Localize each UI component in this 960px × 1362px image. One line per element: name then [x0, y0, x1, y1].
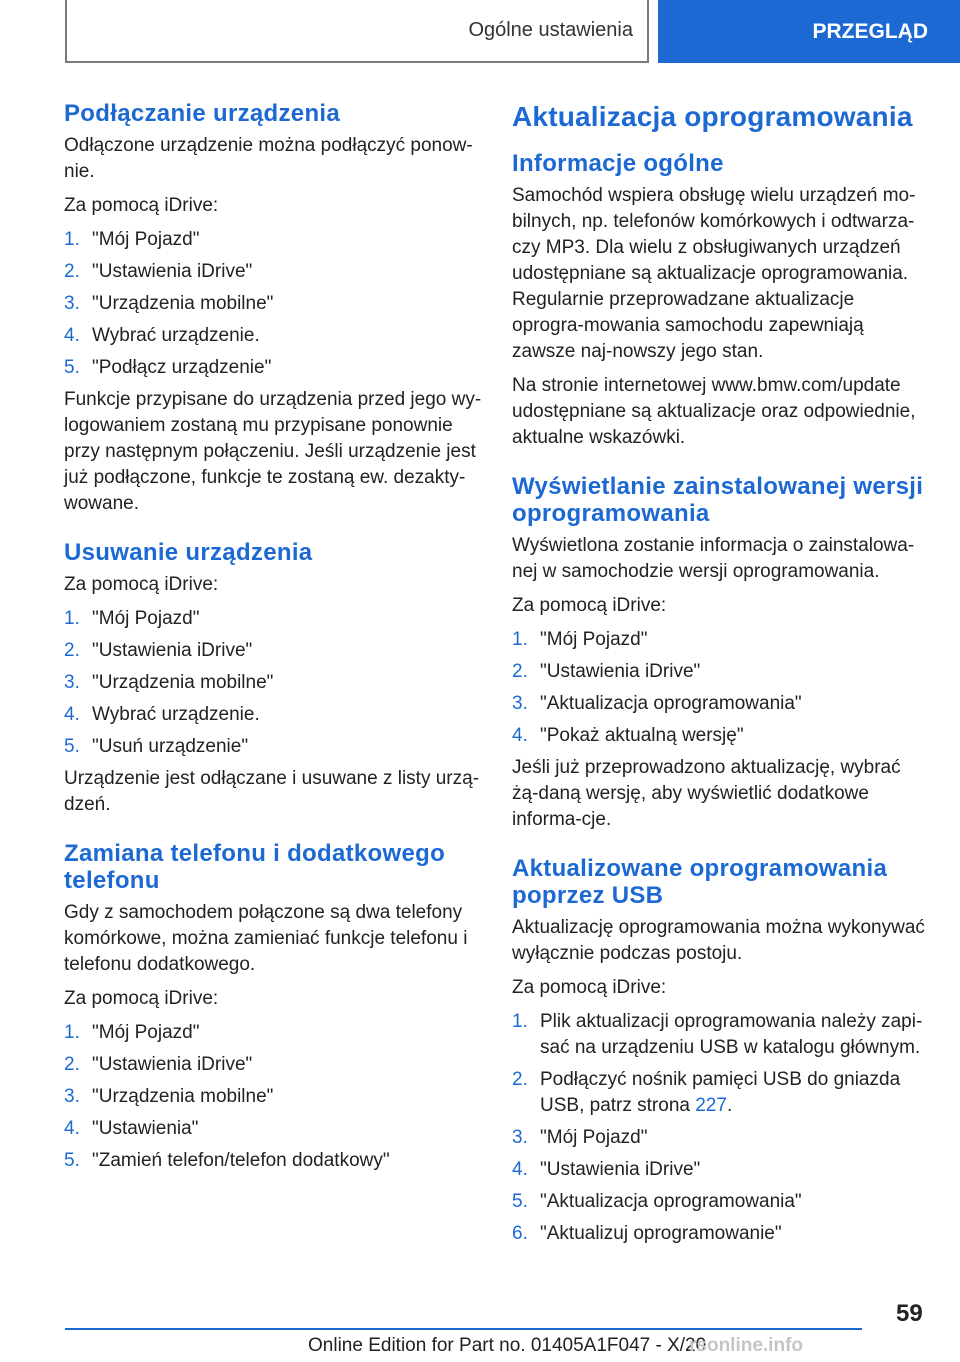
- step-number: 1.: [64, 229, 80, 250]
- list-item: [64, 291, 484, 317]
- step-number: 4.: [64, 704, 80, 725]
- section-title: Usuwanie urządzenia: [64, 539, 313, 566]
- list-item: [64, 702, 484, 728]
- paragraph: Wyświetlona zostanie informacja o zainstalowa-nej w samochodzie wersji oprogramowania.: [512, 535, 915, 582]
- step-text-end: .: [726, 1095, 733, 1116]
- list-item: [512, 627, 928, 653]
- step-number: 3.: [512, 693, 528, 714]
- list-item: [512, 723, 928, 749]
- steps-list: [512, 1009, 928, 1247]
- paragraph: Za pomocą iDrive:: [512, 977, 667, 998]
- step-number: 2.: [64, 640, 80, 661]
- step-number: 1.: [512, 1011, 528, 1032]
- step-text: "Aktualizacja oprogramowania": [540, 1191, 802, 1212]
- steps-list: [512, 627, 928, 749]
- step-number: 3.: [64, 1086, 80, 1107]
- list-item: [512, 1221, 928, 1247]
- list-item: [512, 1157, 928, 1183]
- step-text: "Urządzenia mobilne": [92, 293, 274, 314]
- paragraph: Jeśli już przeprowadzono aktualizację, wybrać żą-daną wersję, aby wyświetlić dodatkowe informa-cje.: [512, 757, 901, 830]
- steps-list: [64, 606, 484, 760]
- paragraph: Aktualizację oprogramowania można wykonywać wyłącznie podczas postoju.: [512, 917, 925, 964]
- list-item: [64, 259, 484, 285]
- list-item: [64, 227, 484, 253]
- paragraph: Za pomocą iDrive:: [64, 195, 219, 216]
- step-number: 5.: [64, 736, 80, 757]
- step-text: "Ustawienia iDrive": [540, 1159, 701, 1180]
- page-number: 59: [896, 1300, 923, 1327]
- paragraph: Za pomocą iDrive:: [512, 595, 667, 616]
- step-number: 5.: [512, 1191, 528, 1212]
- step-text: [540, 1067, 928, 1119]
- paragraph: Za pomocą iDrive:: [64, 988, 219, 1009]
- section-title: Zamiana telefonu i dodatkowego telefonu: [64, 840, 446, 894]
- paragraph: Na stronie internetowej www.bmw.com/update udostępniane są aktualizacje oraz odpowiednie, aktualne wskazówki.: [512, 375, 916, 448]
- paragraph: Funkcje przypisane do urządzenia przed jego wy-logowaniem zostaną mu przypisane ponownie przy następnym połączeniu. Jeśli urządzenie jest już podłączone, funkcje te zostaną ew. dezakty-wowane.: [64, 389, 482, 514]
- section-title: Wyświetlanie zainstalowanej wersji oprogramowania: [512, 473, 924, 527]
- list-item: [64, 734, 484, 760]
- step-text: "Mój Pojazd": [92, 229, 200, 250]
- step-number: 1.: [64, 1022, 80, 1043]
- step-number: 2.: [64, 1054, 80, 1075]
- step-number: 1.: [512, 629, 528, 650]
- step-number: 4.: [512, 1159, 528, 1180]
- step-text: "Mój Pojazd": [540, 1127, 648, 1148]
- paragraph: Za pomocą iDrive:: [64, 574, 219, 595]
- step-number: 4.: [64, 1118, 80, 1139]
- list-item: [512, 659, 928, 685]
- steps-list: [64, 227, 484, 381]
- step-text: "Aktualizuj oprogramowanie": [540, 1223, 782, 1244]
- step-text: Plik aktualizacji oprogramowania należy zapi-sać na urządzeniu USB w katalogu głównym.: [540, 1011, 923, 1058]
- step-text: "Podłącz urządzenie": [92, 357, 272, 378]
- step-number: 1.: [64, 608, 80, 629]
- list-item: [64, 1084, 484, 1110]
- section-title: Podłączanie urządzenia: [64, 100, 341, 127]
- step-text: "Urządzenia mobilne": [92, 672, 274, 693]
- section-title: Aktualizowane oprogramowania poprzez USB: [512, 855, 888, 909]
- step-text: "Pokaż aktualną wersję": [540, 725, 744, 746]
- step-text: "Ustawienia": [92, 1118, 199, 1139]
- step-text: Wybrać urządzenie.: [92, 325, 260, 346]
- steps-list: [64, 1020, 484, 1174]
- step-text: "Ustawienia iDrive": [92, 1054, 253, 1075]
- step-text: "Urządzenia mobilne": [92, 1086, 274, 1107]
- step-text: "Mój Pojazd": [92, 608, 200, 629]
- step-number: 6.: [512, 1223, 528, 1244]
- step-text: "Zamień telefon/telefon dodatkowy": [92, 1150, 390, 1171]
- list-item: [64, 1020, 484, 1046]
- step-number: 4.: [64, 325, 80, 346]
- overview-tab-label: PRZEGLĄD: [812, 19, 928, 43]
- page-reference-link[interactable]: 227: [695, 1095, 727, 1116]
- list-item: [512, 1125, 928, 1151]
- list-item: [512, 1009, 928, 1061]
- paragraph: Samochód wspiera obsługę wielu urządzeń mo-bilnych, np. telefonów komórkowych i odtwarza-czy MP3. Dla wielu z obsługiwanych urządzeń udostępniane są aktualizacje oprogramowania. Regularnie przeprowadzane aktualizacje oprogra-mowania samochodu zapewniają zawsze naj-nowszy jego stan.: [512, 185, 916, 362]
- step-number: 2.: [64, 261, 80, 282]
- list-item: [64, 638, 484, 664]
- step-number: 2.: [512, 1069, 528, 1090]
- list-item: [512, 1067, 928, 1119]
- paragraph: Urządzenie jest odłączane i usuwane z listy urzą-dzeń.: [64, 768, 480, 815]
- step-number: 3.: [64, 293, 80, 314]
- section-tab[interactable]: [65, 0, 649, 63]
- step-number: 2.: [512, 661, 528, 682]
- list-item: [64, 355, 484, 381]
- paragraph: Odłączone urządzenie można podłączyć ponow-nie.: [64, 135, 473, 182]
- list-item: [64, 1116, 484, 1142]
- step-text: Wybrać urządzenie.: [92, 704, 260, 725]
- step-text: "Usuń urządzenie": [92, 736, 249, 757]
- list-item: [64, 323, 484, 349]
- footer: [0, 1333, 960, 1362]
- step-number: 5.: [64, 1150, 80, 1171]
- step-number: 3.: [512, 1127, 528, 1148]
- list-item: [64, 670, 484, 696]
- list-item: [512, 1189, 928, 1215]
- step-text: "Mój Pojazd": [92, 1022, 200, 1043]
- list-item: [64, 1148, 484, 1174]
- step-text: "Ustawienia iDrive": [92, 640, 253, 661]
- section-title: Informacje ogólne: [512, 150, 724, 177]
- paragraph: Gdy z samochodem połączone są dwa telefony komórkowe, można zamieniać funkcje telefonu i telefonu dodatkowego.: [64, 902, 468, 975]
- step-text: "Aktualizacja oprogramowania": [540, 693, 802, 714]
- right-column: [512, 100, 928, 1253]
- overview-tab[interactable]: [658, 0, 960, 63]
- step-text-part: Podłączyć nośnik pamięci USB do gniazda USB, patrz strona: [540, 1069, 901, 1116]
- edition-text: Online Edition for Part no. 01405A1F047 - X/20: [308, 1335, 707, 1356]
- step-number: 4.: [512, 725, 528, 746]
- step-text: "Ustawienia iDrive": [92, 261, 253, 282]
- chapter-title: Aktualizacja oprogramowania: [512, 101, 913, 132]
- list-item: [512, 691, 928, 717]
- step-number: 5.: [64, 357, 80, 378]
- section-tab-label: Ogólne ustawienia: [468, 19, 633, 41]
- list-item: [64, 606, 484, 632]
- watermark: rsonline.info: [689, 1335, 803, 1356]
- step-text: "Mój Pojazd": [540, 629, 648, 650]
- left-column: [64, 100, 484, 1180]
- step-number: 3.: [64, 672, 80, 693]
- list-item: [64, 1052, 484, 1078]
- step-text: "Ustawienia iDrive": [540, 661, 701, 682]
- footer-divider: [65, 1328, 862, 1330]
